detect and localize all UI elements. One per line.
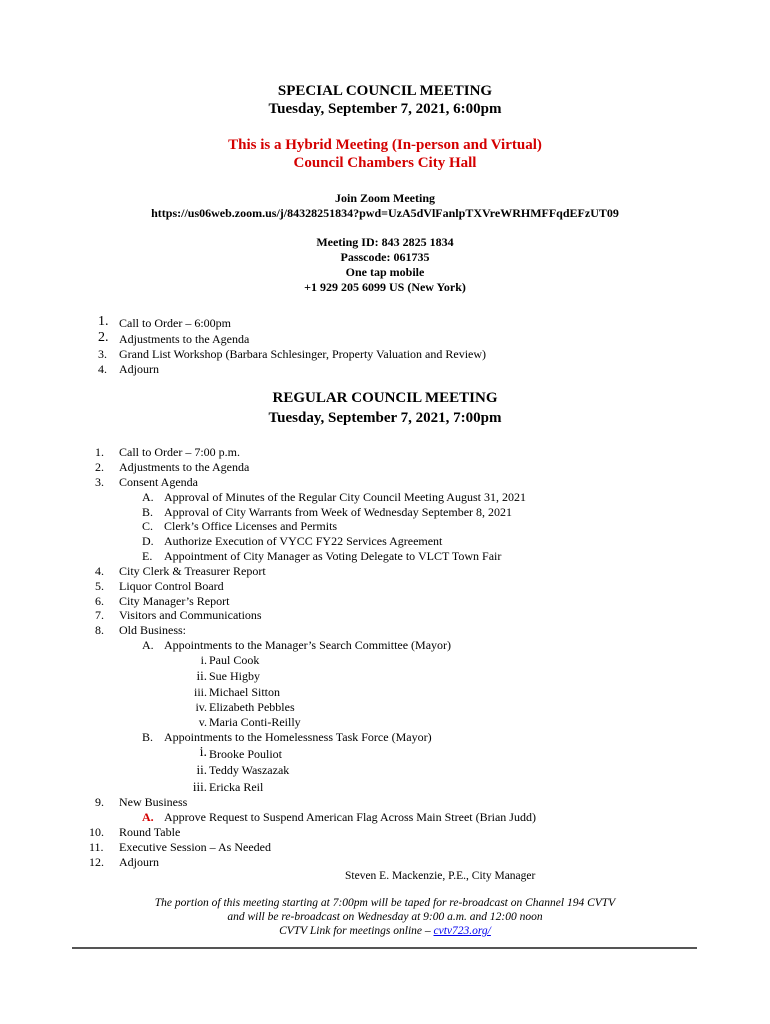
item-text: Ericka Reil <box>209 780 264 794</box>
cvtv-link-prefix: CVTV Link for meetings online – <box>279 925 431 937</box>
item-text: Adjustments to the Agenda <box>119 460 250 474</box>
item-number: 3. <box>95 475 104 489</box>
item-number: A. <box>142 810 154 824</box>
cvtv-link-line <box>0 925 770 937</box>
broadcast-note-line1: The portion of this meeting starting at 7:00pm will be taped for re-broadcast on Channel 194 CVTV <box>154 897 616 909</box>
item-number: 2. <box>98 330 109 345</box>
item-number: E. <box>142 549 153 563</box>
item-number: 10. <box>89 825 104 839</box>
item-text: City Manager’s Report <box>119 594 230 608</box>
item-text: Appointments to the Manager’s Search Committee (Mayor) <box>164 638 452 652</box>
item-number: 8. <box>95 623 104 637</box>
item-text: Approval of City Warrants from Week of Wednesday September 8, 2021 <box>164 505 513 519</box>
item-text: Call to Order – 7:00 p.m. <box>119 445 240 459</box>
item-number: 1. <box>95 445 104 459</box>
zoom-url[interactable]: https://us06web.zoom.us/j/84328251834?pwd=UzA5dVlFanlpTXVreWRHMFFqdEFzUT09 <box>151 206 619 220</box>
item-number: 4. <box>98 362 107 376</box>
item-text: Grand List Workshop (Barbara Schlesinger, Property Valuation and Review) <box>119 347 487 361</box>
item-number: D. <box>142 534 154 548</box>
item-text: Clerk’s Office Licenses and Permits <box>164 519 338 533</box>
footer-divider <box>72 947 697 949</box>
item-text: Michael Sitton <box>209 685 280 699</box>
item-text: Appointments to the Homelessness Task Force (Mayor) <box>164 730 432 744</box>
item-number: 4. <box>95 564 104 578</box>
meeting-location: Council Chambers City Hall <box>293 155 477 171</box>
phone-number: +1 929 205 6099 US (New York) <box>304 280 466 294</box>
item-number: 6. <box>95 594 104 608</box>
signature-line: Steven E. Mackenzie, P.E., City Manager <box>345 870 536 882</box>
item-text: Liquor Control Board <box>119 579 224 593</box>
regular-meeting-title: REGULAR COUNCIL MEETING <box>272 390 498 406</box>
meeting-id: Meeting ID: 843 2825 1834 <box>316 235 454 249</box>
item-number: ii. <box>196 668 207 683</box>
one-tap-label: One tap mobile <box>345 265 425 279</box>
item-number: A. <box>142 490 154 504</box>
special-meeting-date: Tuesday, September 7, 2021, 6:00pm <box>268 101 502 117</box>
item-number: A. <box>142 638 154 652</box>
item-number: 7. <box>95 608 104 622</box>
item-number: iii. <box>192 779 207 794</box>
item-text: Round Table <box>119 825 181 839</box>
item-text: Elizabeth Pebbles <box>209 700 295 714</box>
item-text: City Clerk & Treasurer Report <box>119 564 266 578</box>
item-text: Maria Conti-Reilly <box>209 715 301 729</box>
item-number: B. <box>142 505 154 519</box>
item-number: 3. <box>98 347 107 361</box>
item-text: New Business <box>119 795 188 809</box>
item-number: 9. <box>95 795 104 809</box>
item-text: Adjourn <box>119 362 159 376</box>
item-number: 11. <box>89 840 104 854</box>
item-text: Sue Higby <box>209 669 260 683</box>
item-text: Call to Order – 6:00pm <box>119 316 231 330</box>
item-number: C. <box>142 519 154 533</box>
item-text: Brooke Pouliot <box>209 747 283 761</box>
item-text: Old Business: <box>119 623 187 637</box>
zoom-heading: Join Zoom Meeting <box>335 191 435 205</box>
item-number: 2. <box>95 460 104 474</box>
item-number: B. <box>142 730 154 744</box>
item-text: Paul Cook <box>209 653 260 667</box>
special-meeting-title: SPECIAL COUNCIL MEETING <box>277 83 493 99</box>
item-number: 1. <box>98 314 109 329</box>
item-number: 12. <box>89 855 104 869</box>
item-text: Consent Agenda <box>119 475 198 489</box>
item-text: Authorize Execution of VYCC FY22 Services Agreement <box>164 534 443 548</box>
item-number: iii. <box>193 685 207 699</box>
item-text: Adjourn <box>119 855 159 869</box>
regular-meeting-date: Tuesday, September 7, 2021, 7:00pm <box>268 410 502 426</box>
item-text: Adjustments to the Agenda <box>119 332 250 346</box>
item-number: 5. <box>95 579 104 593</box>
item-number: v. <box>198 715 207 729</box>
item-text: Teddy Waszazak <box>209 763 290 777</box>
item-number: i. <box>199 745 207 760</box>
item-number: i. <box>200 653 207 667</box>
item-text: Approve Request to Suspend American Flag Across Main Street (Brian Judd) <box>164 810 536 824</box>
item-number: ii. <box>196 762 207 777</box>
passcode: Passcode: 061735 <box>340 250 430 264</box>
hybrid-notice: This is a Hybrid Meeting (In-person and Virtual) <box>228 137 542 153</box>
item-number: iv. <box>195 700 207 714</box>
item-text: Appointment of City Manager as Voting Delegate to VLCT Town Fair <box>164 549 502 563</box>
broadcast-note-line2: and will be re-broadcast on Wednesday at 9:00 a.m. and 12:00 noon <box>227 911 543 923</box>
item-text: Approval of Minutes of the Regular City Council Meeting August 31, 2021 <box>164 490 526 504</box>
cvtv-link[interactable]: cvtv723.org/ <box>433 925 491 937</box>
item-text: Executive Session – As Needed <box>119 840 271 854</box>
item-text: Visitors and Communications <box>119 608 262 622</box>
